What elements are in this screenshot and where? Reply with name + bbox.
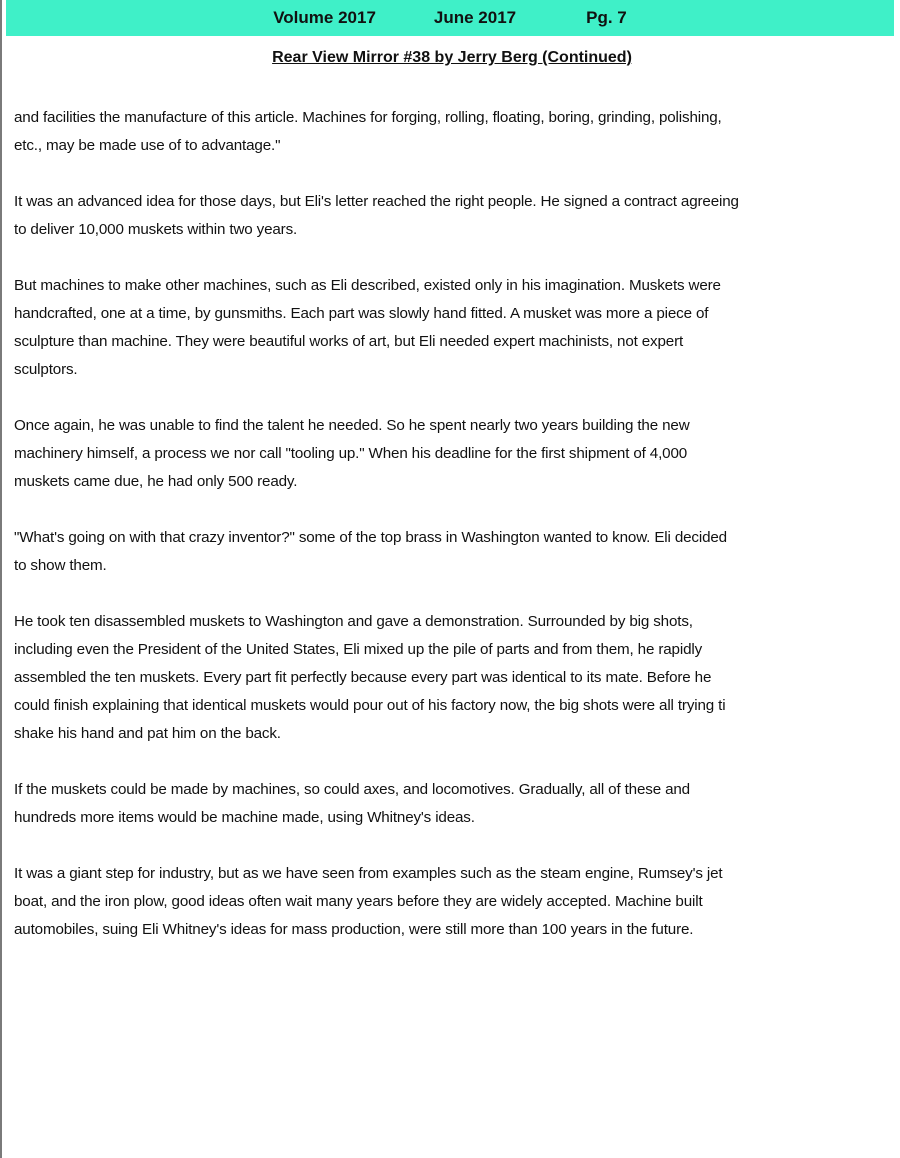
article-paragraph <box>14 188 896 244</box>
header-date: June 2017 <box>433 8 517 27</box>
article-paragraph <box>14 104 896 160</box>
header-page-number: Pg. 7 <box>586 8 627 27</box>
article-paragraph <box>14 776 896 832</box>
paragraph-line: could finish explaining that identical muskets would pour out of his factory now, the big shots were all trying ti <box>14 697 726 714</box>
article-paragraph <box>14 860 896 944</box>
paragraph-line: assembled the ten muskets. Every part fit perfectly because every part was identical to its mate. Before he <box>14 669 712 686</box>
paragraph-line: Once again, he was unable to find the talent he needed. So he spent nearly two years building the new <box>14 417 690 434</box>
paragraph-line: to deliver 10,000 muskets within two years. <box>14 221 298 238</box>
paragraph-line: including even the President of the United States, Eli mixed up the pile of parts and from them, he rapidly <box>14 641 703 658</box>
article-paragraph <box>14 524 896 580</box>
header-band <box>6 0 894 36</box>
paragraph-line: shake his hand and pat him on the back. <box>14 725 281 742</box>
article-paragraph <box>14 608 896 748</box>
paragraph-line: muskets came due, he had only 500 ready. <box>14 473 298 490</box>
paragraph-line: It was a giant step for industry, but as we have seen from examples such as the steam engine, Rumsey's jet <box>14 865 723 882</box>
paragraph-line: It was an advanced idea for those days, but Eli's letter reached the right people. He signed a contract agreeing <box>14 193 739 210</box>
paragraph-line: He took ten disassembled muskets to Washington and gave a demonstration. Surrounded by big shots, <box>14 613 693 630</box>
paragraph-line: machinery himself, a process we nor call "tooling up." When his deadline for the first shipment of 4,000 <box>14 445 688 462</box>
paragraph-line: sculptors. <box>14 361 78 378</box>
paragraph-line: But machines to make other machines, such as Eli described, existed only in his imagination. Muskets were <box>14 277 721 294</box>
header-volume: Volume 2017 <box>273 8 376 27</box>
paragraph-line: "What's going on with that crazy inventor?" some of the top brass in Washington wanted to know. Eli decided <box>14 529 727 546</box>
paragraph-line: to show them. <box>14 557 107 574</box>
paragraph-line: etc., may be made use of to advantage." <box>14 137 281 154</box>
article-body <box>14 104 896 972</box>
article-paragraph <box>14 412 896 496</box>
paragraph-line: handcrafted, one at a time, by gunsmiths. Each part was slowly hand fitted. A musket was more a piece of <box>14 305 709 322</box>
paragraph-line: hundreds more items would be machine made, using Whitney's ideas. <box>14 809 475 826</box>
paragraph-line: and facilities the manufacture of this article. Machines for forging, rolling, floating, boring, grinding, polishing, <box>14 109 722 126</box>
paragraph-line: boat, and the iron plow, good ideas often wait many years before they are widely accepted. Machine built <box>14 893 703 910</box>
paragraph-line: If the muskets could be made by machines, so could axes, and locomotives. Gradually, all of these and <box>14 781 690 798</box>
article-title: Rear View Mirror #38 by Jerry Berg (Continued) <box>272 49 632 66</box>
paragraph-line: sculpture than machine. They were beautiful works of art, but Eli needed expert machinists, not expert <box>14 333 684 350</box>
paragraph-line: automobiles, suing Eli Whitney's ideas for mass production, were still more than 100 years in the future. <box>14 921 694 938</box>
article-paragraph <box>14 272 896 384</box>
